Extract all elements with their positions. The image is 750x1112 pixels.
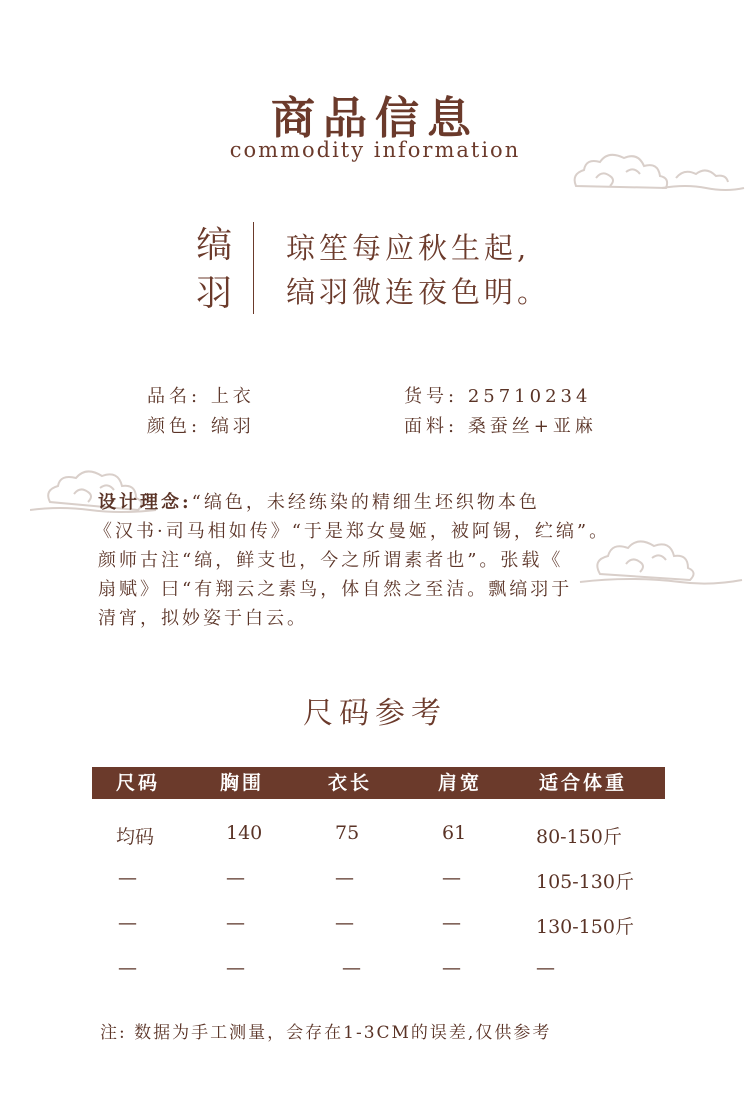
table-cell: —	[442, 912, 461, 934]
table-cell: 140	[226, 822, 263, 844]
info-value: 桑蚕丝+亚麻	[467, 416, 597, 437]
concept-line: “缟色，未经练染的精细生坯织物本色	[191, 492, 540, 513]
table-cell: —	[226, 957, 245, 979]
name-char: 缟	[196, 225, 233, 266]
table-cell: 均码	[116, 826, 155, 848]
table-header-cell: 尺码	[116, 772, 161, 794]
table-cell: —	[335, 867, 354, 889]
table-cell: 105-130斤	[536, 871, 634, 893]
page-subtitle: commodity information	[229, 138, 521, 162]
table-cell: 75	[335, 822, 360, 844]
table-cell: —	[118, 957, 137, 979]
poem-line: 琼笙每应秋生起,	[286, 231, 531, 265]
table-cell: —	[118, 912, 137, 934]
page-title: 商品信息	[271, 93, 479, 144]
table-header-cell: 胸围	[220, 772, 265, 794]
measurement-note: 注: 数据为手工测量，会存在1-3CM的误差,仅供参考	[100, 1023, 552, 1043]
cloud-ornament-icon	[566, 148, 746, 198]
table-cell: —	[536, 957, 555, 979]
concept-line: 《汉书·司马相如传》“于是郑女曼姬，被阿锡，纻缟”。	[94, 521, 611, 542]
concept-line: 清宵，拟妙姿于白云。	[98, 608, 308, 629]
name-char: 羽	[196, 273, 233, 314]
table-cell: —	[442, 867, 461, 889]
info-label: 品名:	[147, 386, 202, 407]
size-table-header	[92, 767, 665, 799]
concept-label: 设计理念:	[98, 492, 192, 513]
table-header-cell: 适合体重	[539, 772, 628, 794]
info-label: 颜色:	[147, 416, 202, 437]
info-fabric	[404, 412, 597, 438]
table-cell: —	[226, 867, 245, 889]
concept-line: 颜师古注“缟，鲜支也，今之所谓素者也”。张载《	[98, 550, 564, 571]
info-code	[404, 382, 591, 408]
concept-line: 扇赋》曰“有翔云之素鸟，体自然之至洁。飘缟羽于	[98, 579, 573, 600]
table-cell: —	[118, 867, 137, 889]
table-cell: —	[226, 912, 245, 934]
info-name	[147, 382, 255, 408]
poem-line: 缟羽微连夜色明。	[286, 275, 551, 309]
info-value: 上衣	[210, 386, 255, 407]
table-header-cell: 肩宽	[438, 772, 483, 794]
table-cell: 80-150斤	[536, 826, 622, 848]
divider	[253, 222, 254, 314]
info-value: 缟羽	[210, 416, 255, 437]
table-cell: 130-150斤	[536, 916, 634, 938]
table-cell: —	[442, 957, 461, 979]
table-cell: —	[335, 912, 354, 934]
info-value: 25710234	[467, 386, 592, 407]
poem	[286, 226, 550, 314]
design-concept	[94, 488, 708, 633]
product-name-vertical	[196, 222, 236, 318]
info-label: 面料:	[404, 416, 459, 437]
table-header-cell: 衣长	[328, 772, 373, 794]
info-label: 货号:	[404, 386, 459, 407]
size-section-title: 尺码参考	[303, 696, 447, 731]
table-cell: —	[342, 957, 361, 979]
table-cell: 61	[442, 822, 467, 844]
info-color	[147, 412, 255, 438]
